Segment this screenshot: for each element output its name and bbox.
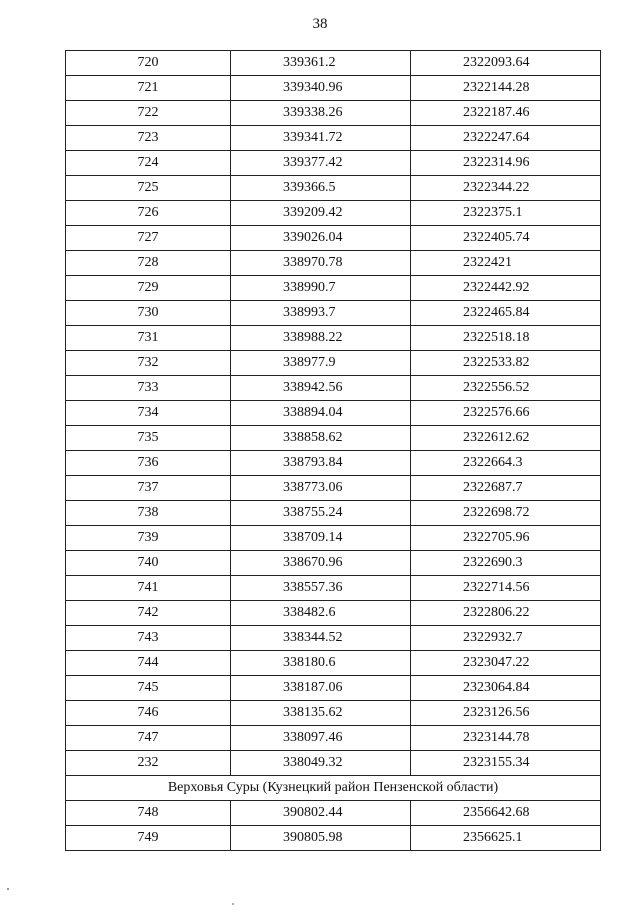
table-row (66, 676, 601, 701)
x-coordinate-cell: 338049.32 (231, 751, 411, 776)
x-coordinate-cell: 338858.62 (231, 426, 411, 451)
y-coordinate-cell: 2322576.66 (411, 401, 601, 426)
x-coordinate-cell: 339340.96 (231, 76, 411, 101)
table-row (66, 276, 601, 301)
y-coordinate-cell: 2322687.7 (411, 476, 601, 501)
y-coordinate-cell: 2322375.1 (411, 201, 601, 226)
table-row (66, 201, 601, 226)
x-coordinate-cell: 338970.78 (231, 251, 411, 276)
point-number-cell: 726 (66, 201, 231, 226)
x-coordinate-cell: 338773.06 (231, 476, 411, 501)
section-row (66, 776, 601, 801)
scan-speck (7, 888, 9, 890)
point-number-cell: 738 (66, 501, 231, 526)
x-coordinate-cell: 338894.04 (231, 401, 411, 426)
x-coordinate-cell: 338670.96 (231, 551, 411, 576)
y-coordinate-cell: 2322144.28 (411, 76, 601, 101)
scan-speck (232, 903, 234, 905)
y-coordinate-cell: 2356642.68 (411, 801, 601, 826)
table-row (66, 501, 601, 526)
point-number-cell: 727 (66, 226, 231, 251)
y-coordinate-cell: 2322664.3 (411, 451, 601, 476)
point-number-cell: 736 (66, 451, 231, 476)
y-coordinate-cell: 2322690.3 (411, 551, 601, 576)
x-coordinate-cell: 338755.24 (231, 501, 411, 526)
table-row (66, 801, 601, 826)
y-coordinate-cell: 2323155.34 (411, 751, 601, 776)
point-number-cell: 733 (66, 376, 231, 401)
y-coordinate-cell: 2323126.56 (411, 701, 601, 726)
table-row (66, 601, 601, 626)
x-coordinate-cell: 338988.22 (231, 326, 411, 351)
x-coordinate-cell: 338557.36 (231, 576, 411, 601)
point-number-cell: 720 (66, 51, 231, 76)
x-coordinate-cell: 338344.52 (231, 626, 411, 651)
point-number-cell: 735 (66, 426, 231, 451)
y-coordinate-cell: 2322442.92 (411, 276, 601, 301)
point-number-cell: 743 (66, 626, 231, 651)
x-coordinate-cell: 338097.46 (231, 726, 411, 751)
y-coordinate-cell: 2322093.64 (411, 51, 601, 76)
y-coordinate-cell: 2322314.96 (411, 151, 601, 176)
y-coordinate-cell: 2322518.18 (411, 326, 601, 351)
table-row (66, 226, 601, 251)
x-coordinate-cell: 339338.26 (231, 101, 411, 126)
point-number-cell: 747 (66, 726, 231, 751)
section-title: Верховья Суры (Кузнецкий район Пензенской области) (66, 776, 601, 801)
x-coordinate-cell: 338990.7 (231, 276, 411, 301)
y-coordinate-cell: 2322405.74 (411, 226, 601, 251)
point-number-cell: 723 (66, 126, 231, 151)
y-coordinate-cell: 2323064.84 (411, 676, 601, 701)
point-number-cell: 724 (66, 151, 231, 176)
point-number-cell: 741 (66, 576, 231, 601)
x-coordinate-cell: 338942.56 (231, 376, 411, 401)
point-number-cell: 742 (66, 601, 231, 626)
point-number-cell: 732 (66, 351, 231, 376)
y-coordinate-cell: 2323144.78 (411, 726, 601, 751)
point-number-cell: 232 (66, 751, 231, 776)
page-number: 38 (312, 16, 328, 32)
table-row (66, 251, 601, 276)
y-coordinate-cell: 2322247.64 (411, 126, 601, 151)
x-coordinate-cell: 338135.62 (231, 701, 411, 726)
table-row (66, 551, 601, 576)
x-coordinate-cell: 339361.2 (231, 51, 411, 76)
point-number-cell: 740 (66, 551, 231, 576)
point-number-cell: 725 (66, 176, 231, 201)
table-row (66, 701, 601, 726)
table-row (66, 451, 601, 476)
point-number-cell: 730 (66, 301, 231, 326)
table-row (66, 151, 601, 176)
table-row (66, 726, 601, 751)
point-number-cell: 739 (66, 526, 231, 551)
table-row (66, 301, 601, 326)
y-coordinate-cell: 2322698.72 (411, 501, 601, 526)
table-row (66, 376, 601, 401)
table-row (66, 476, 601, 501)
table-row (66, 626, 601, 651)
table-row (66, 426, 601, 451)
point-number-cell: 728 (66, 251, 231, 276)
point-number-cell: 745 (66, 676, 231, 701)
y-coordinate-cell: 2323047.22 (411, 651, 601, 676)
point-number-cell: 737 (66, 476, 231, 501)
x-coordinate-cell: 338793.84 (231, 451, 411, 476)
table-row (66, 751, 601, 776)
table-row (66, 651, 601, 676)
x-coordinate-cell: 338993.7 (231, 301, 411, 326)
table-row (66, 576, 601, 601)
table-row (66, 176, 601, 201)
y-coordinate-cell: 2322187.46 (411, 101, 601, 126)
point-number-cell: 722 (66, 101, 231, 126)
y-coordinate-cell: 2322612.62 (411, 426, 601, 451)
x-coordinate-cell: 339026.04 (231, 226, 411, 251)
point-number-cell: 748 (66, 801, 231, 826)
point-number-cell: 729 (66, 276, 231, 301)
x-coordinate-cell: 390805.98 (231, 826, 411, 851)
x-coordinate-cell: 338187.06 (231, 676, 411, 701)
table-row (66, 326, 601, 351)
table-row (66, 826, 601, 851)
y-coordinate-cell: 2322421 (411, 251, 601, 276)
x-coordinate-cell: 339209.42 (231, 201, 411, 226)
y-coordinate-cell: 2322705.96 (411, 526, 601, 551)
table-row (66, 101, 601, 126)
point-number-cell: 749 (66, 826, 231, 851)
y-coordinate-cell: 2356625.1 (411, 826, 601, 851)
x-coordinate-cell: 339341.72 (231, 126, 411, 151)
table-row (66, 526, 601, 551)
y-coordinate-cell: 2322556.52 (411, 376, 601, 401)
point-number-cell: 731 (66, 326, 231, 351)
x-coordinate-cell: 338977.9 (231, 351, 411, 376)
table-row (66, 351, 601, 376)
table-row (66, 126, 601, 151)
y-coordinate-cell: 2322932.7 (411, 626, 601, 651)
x-coordinate-cell: 338709.14 (231, 526, 411, 551)
x-coordinate-cell: 390802.44 (231, 801, 411, 826)
table-row (66, 401, 601, 426)
coordinates-table (65, 50, 601, 851)
table-row (66, 51, 601, 76)
x-coordinate-cell: 338180.6 (231, 651, 411, 676)
x-coordinate-cell: 338482.6 (231, 601, 411, 626)
y-coordinate-cell: 2322344.22 (411, 176, 601, 201)
point-number-cell: 721 (66, 76, 231, 101)
point-number-cell: 744 (66, 651, 231, 676)
y-coordinate-cell: 2322465.84 (411, 301, 601, 326)
point-number-cell: 734 (66, 401, 231, 426)
x-coordinate-cell: 339377.42 (231, 151, 411, 176)
y-coordinate-cell: 2322806.22 (411, 601, 601, 626)
point-number-cell: 746 (66, 701, 231, 726)
y-coordinate-cell: 2322714.56 (411, 576, 601, 601)
x-coordinate-cell: 339366.5 (231, 176, 411, 201)
table-row (66, 76, 601, 101)
y-coordinate-cell: 2322533.82 (411, 351, 601, 376)
